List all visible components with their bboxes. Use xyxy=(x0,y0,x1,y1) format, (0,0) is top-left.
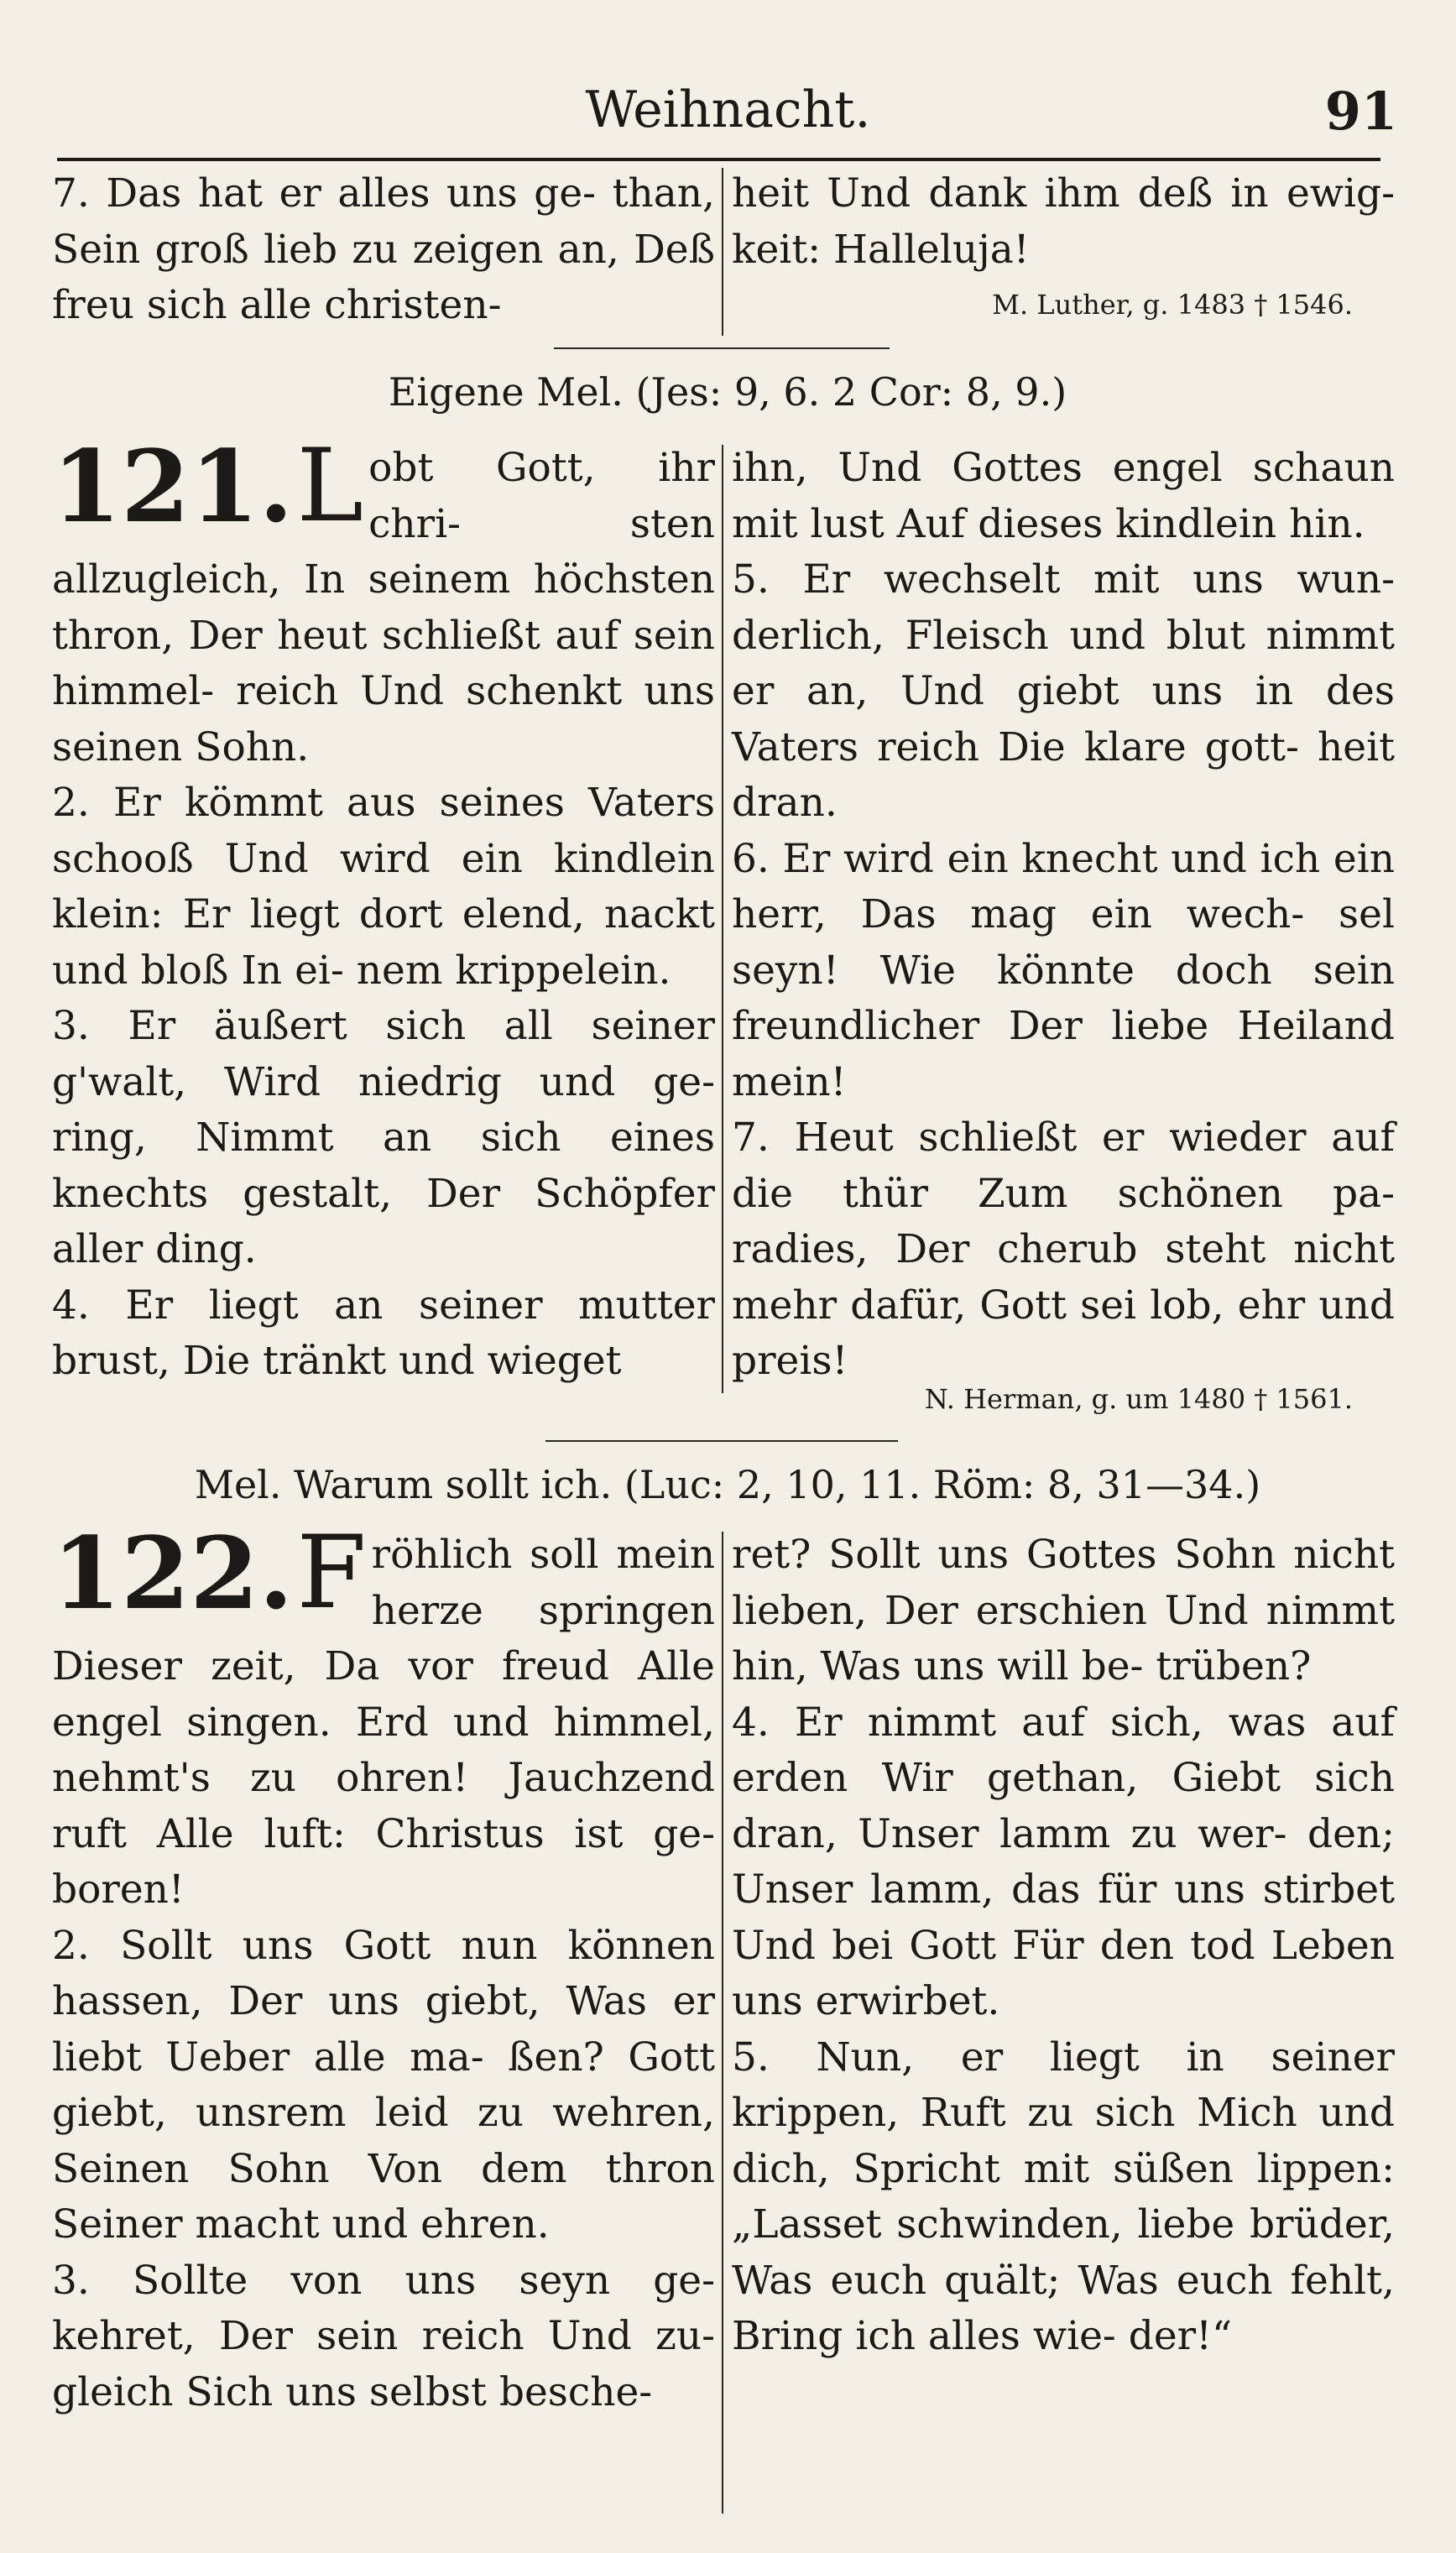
column-divider-122 xyxy=(722,1532,723,2514)
column-divider-121 xyxy=(722,445,723,1393)
top-left-column xyxy=(52,166,715,334)
hymn-122-dropcap: F xyxy=(296,1515,367,1632)
hymn-122-melody: Mel. Warum sollt ich. (Luc: 2, 10, 11. Röm: 8, 31—34.) xyxy=(194,1462,1261,1507)
hymn-122-left-column xyxy=(52,1515,715,2420)
page-number: 91 xyxy=(1324,81,1397,142)
hymn-122-number: 122. xyxy=(52,1515,294,1632)
hymn-121-number: 121. xyxy=(52,428,294,545)
hymn-122-right-column xyxy=(732,1527,1395,2365)
top-left-text: 7. Das hat er alles uns ge- than, Sein groß lieb zu zeigen an, Deß freu sich alle christen- xyxy=(52,170,715,328)
hymn-121-left-column xyxy=(52,428,715,1390)
top-right-column xyxy=(732,166,1395,278)
hymn-121-verse-4-cont: ihn, Und Gottes engel schaun mit lust Auf dieses kindlein hin. xyxy=(732,445,1395,547)
hymn-121-dropcap: L xyxy=(296,428,364,545)
top-right-text: heit Und dank ihm deß in ewig- keit: Halleluja! xyxy=(732,170,1395,273)
hymn-121-attribution: N. Herman, g. um 1480 † 1561. xyxy=(924,1383,1353,1415)
hymn-121-right-column xyxy=(732,441,1395,1390)
hymn-122-verse-4: 4. Er nimmt auf sich, was auf erden Wir gethan, Giebt sich dran, Unser lamm zu wer- den; Unser lamm, das für uns stirbet Und bei Gott Für den tod Leben uns erwirbet. xyxy=(732,1699,1395,2024)
hymn-121-verse-7: 7. Heut schließt er wieder auf die thür Zum schönen pa- radies, Der cherub steht nicht mehr dafür, Gott sei lob, ehr und preis! xyxy=(732,1115,1395,1384)
hymn-122-verse-5: 5. Nun, er liegt in seiner krippen, Ruft zu sich Mich und dich, Spricht mit süßen lippen: „Lasset schwinden, liebe brüder, Was euch quält; Was euch fehlt, Bring ich alles wie- der!“ xyxy=(732,2034,1395,2359)
hymn-121-verse-2: 2. Er kömmt aus seines Vaters schooß Und wird ein kindlein klein: Er liegt dort elend, nackt und bloß In ei- nem krippelein. xyxy=(52,780,715,994)
hymn-121-melody: Eigene Mel. (Jes: 9, 6. 2 Cor: 8, 9.) xyxy=(388,369,1067,415)
hymn-122-verse-1: 122. F röhlich soll mein herze springen Dieser zeit, Da vor freud Alle engel singen. Erd und himmel, nehmt's zu ohren! Jauchzend ruft Alle luft: Christus ist ge- boren! xyxy=(52,1515,715,1913)
page-title: Weihnacht. xyxy=(585,81,871,139)
hymn-122-verse-3-cont: ret? Sollt uns Gottes Sohn nicht lieben, Der erschien Und nimmt hin, Was uns will be- trüben? xyxy=(732,1532,1395,1689)
hymn-121-verse-1: 121. L obt Gott, ihr chri- sten allzugleich, In seinem höchsten thron, Der heut schließt auf sein himmel- reich Und schenkt uns seinen Sohn. xyxy=(52,428,715,770)
hymn-121-verse-3: 3. Er äußert sich all seiner g'walt, Wird niedrig und ge- ring, Nimmt an sich eines knechts gestalt, Der Schöpfer aller ding. xyxy=(52,1003,715,1272)
page-header xyxy=(50,72,1406,152)
hymn-122-verse-2: 2. Sollt uns Gott nun können hassen, Der uns giebt, Was er liebt Ueber alle ma- ßen? Gott giebt, unsrem leid zu wehren, Seinen Sohn Von dem thron Seiner macht und ehren. xyxy=(52,1922,715,2248)
hymn-122-verse-3: 3. Sollte von uns seyn ge- kehret, Der sein reich Und zu- gleich Sich uns selbst besche- xyxy=(52,2257,715,2415)
section-rule-2 xyxy=(545,1440,898,1442)
hymn-121-verse-4: 4. Er liegt an seiner mutter brust, Die tränkt und wieget xyxy=(52,1282,715,1384)
header-rule xyxy=(57,158,1380,161)
section-rule-1 xyxy=(554,347,890,349)
hymn-121-verse-6: 6. Er wird ein knecht und ich ein herr, Das mag ein wech- sel seyn! Wie könnte doch sein freundlicher Der liebe Heiland mein! xyxy=(732,835,1395,1105)
top-attribution: M. Luther, g. 1483 † 1546. xyxy=(992,289,1353,321)
hymn-121-verse-5: 5. Er wechselt mit uns wun- derlich, Fleisch und blut nimmt er an, Und giebt uns in des Vaters reich Die klare gott- heit dran. xyxy=(732,556,1395,826)
column-divider-top xyxy=(722,168,723,336)
